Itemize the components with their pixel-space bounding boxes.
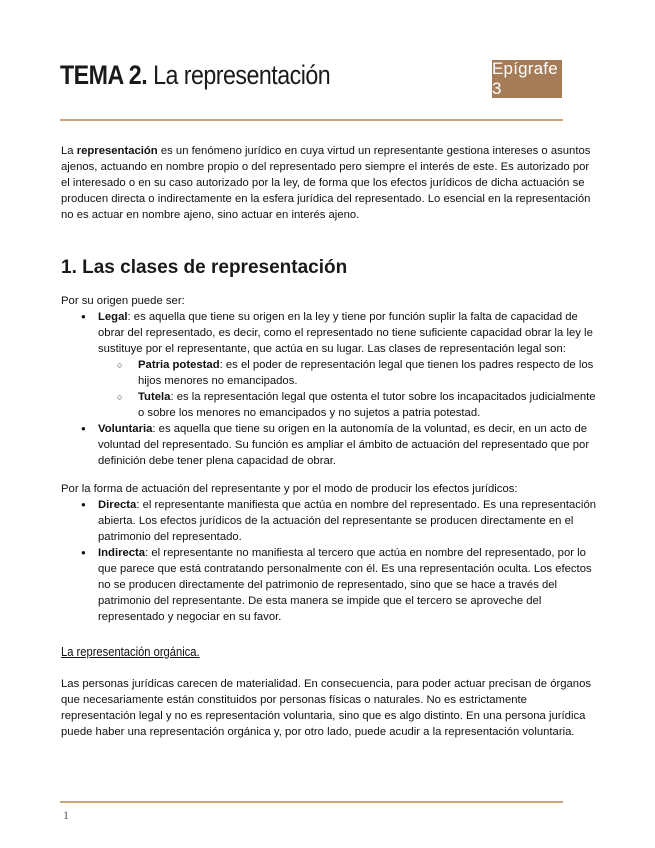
subheading-organica-text: La representación orgánica [61, 644, 197, 659]
list-item-directa [61, 497, 597, 545]
term-patria-potestad: Patria potestad [138, 359, 220, 371]
legal-sublist [98, 357, 597, 421]
term-directa: Directa [98, 499, 137, 511]
text-voluntaria: : es aquella que tiene su origen en la autonomía de la voluntad, es decir, en un acto de voluntad del representado. Su función es ampliar el ámbito de actuación del representado que por definición debe tener plena capacidad de obrar. [98, 423, 590, 467]
list-item-indirecta [61, 545, 597, 625]
intro-term: representación [76, 145, 158, 157]
text-legal: : es aquella que tiene su origen en la ley y tiene por función suplir la falta de capacidad de obrar del representado, es decir, como el representado no tiene suficiente capacidad obrar la ley le sustituye por el representante, que actúa en su lugar. Las clases de representación legal son: [98, 311, 593, 355]
term-voluntaria: Voluntaria [98, 423, 153, 435]
list-item-voluntaria [61, 421, 597, 469]
text-directa: : el representante manifiesta que actúa en nombre del representado. Es una representación abierta. Los efectos jurídicos de la actuación del representante se producen directamente en el patrimonio del representado. [98, 499, 597, 543]
origin-lead: Por su origen puede ser: [61, 295, 185, 307]
origin-list [61, 309, 597, 469]
intro-paragraph [61, 143, 597, 223]
epigrafe-badge: Epígrafe 3 [492, 60, 562, 98]
form-list [61, 497, 597, 625]
subheading-organica [61, 644, 522, 660]
text-tutela: : es la representación legal que ostenta el tutor sobre los incapacitados judicialmente o sobre los menores no emancipados y no sujetos a patria potestad. [138, 391, 596, 419]
list-item-patria-potestad [98, 357, 597, 389]
term-legal: Legal [98, 311, 128, 323]
section-heading: 1. Las clases de representación [61, 257, 348, 278]
term-tutela: Tutela [138, 391, 171, 403]
intro-text: es un fenómeno jurídico en cuya virtud un representante gestiona intereses o asuntos ajenos, actuando en nombre propio o del representado pero siempre el interés de este. Es autorizado por el interesado o en su caso autorizado por la ley, de forma que los efectos jurídicos de dicha actuación se producen directa o indirectamente en la esfera jurídica del representado. Lo esencial en la representación no es actuar en nombre ajeno, sino actuar en interés ajeno. [61, 145, 591, 221]
term-indirecta: Indirecta [98, 547, 146, 559]
text-indirecta: : el representante no manifiesta al tercero que actúa en nombre del representado, por lo que parece que está contratando personalmente con él. Es una representación oculta. Los efectos no se producen directamente del patrimonio de representado, sino que se hace a través del patrimonio del representante. De esta manera se impide que el tercero se aproveche del representado y negociar en su favor. [98, 547, 592, 623]
main-content [61, 143, 597, 740]
list-item-legal [61, 309, 597, 421]
page-title [60, 60, 330, 91]
subheading-organica-suffix: . [196, 644, 200, 659]
text-patria-potestad: : es el poder de representación legal que tienen los padres respecto de los hijos menores no emancipados. [138, 359, 594, 387]
intro-pre: La [61, 145, 77, 157]
title-subject: La representación [147, 60, 331, 90]
footer-divider [60, 801, 563, 803]
header-divider [60, 119, 563, 121]
page-header [60, 56, 562, 102]
form-lead: Por la forma de actuación del representante y por el modo de producir los efectos jurídicos: [61, 483, 518, 495]
page-number: 1 [63, 808, 69, 822]
list-item-tutela [98, 389, 597, 421]
organica-paragraph: Las personas jurídicas carecen de materialidad. En consecuencia, para poder actuar precisan de órganos que necesariamente están constituidos por personas físicas o naturales. No es estrictamente representación legal y no es representación voluntaria, sino que es algo distinto. En una persona jurídica puede haber una representación orgánica y, por otro lado, puede acudir a la representación voluntaria. [61, 678, 592, 738]
title-topic: TEMA 2. [60, 60, 148, 90]
